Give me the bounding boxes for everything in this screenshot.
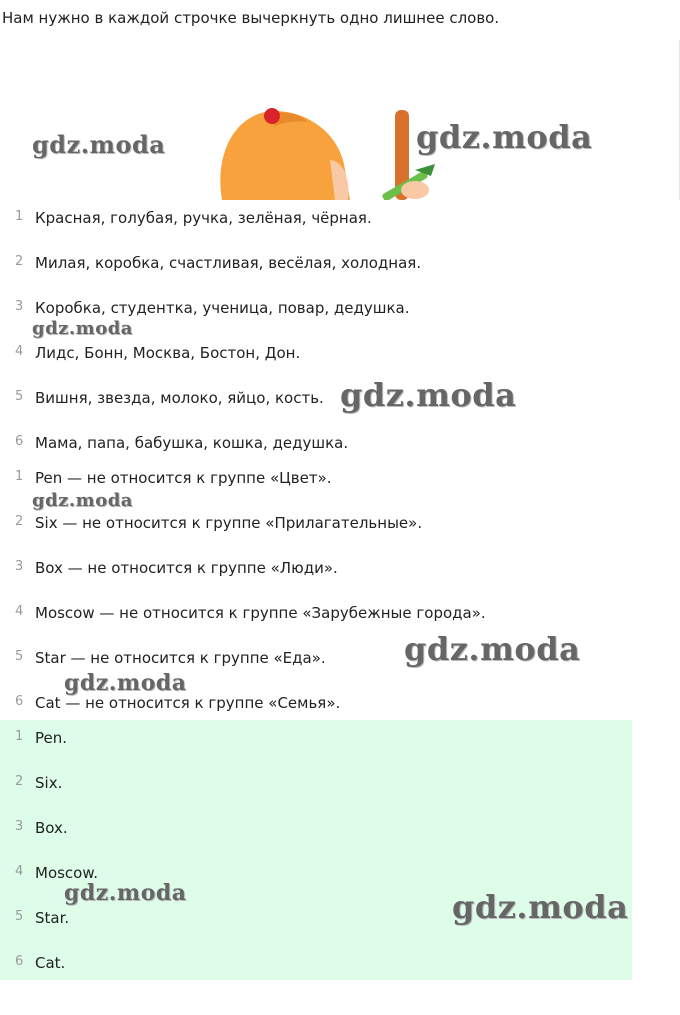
item-number: 2: [15, 514, 24, 529]
item-number: 3: [15, 819, 24, 834]
item-number: 1: [15, 209, 24, 224]
item-number: 6: [15, 434, 24, 449]
answer-item: [0, 952, 630, 974]
item-text: Cat — не относится к группе «Семья».: [35, 694, 341, 712]
item-text: Star.: [35, 909, 70, 927]
list-item: [0, 557, 630, 579]
answer-block: [0, 720, 632, 980]
item-number: 5: [15, 389, 24, 404]
item-text: Box — не относится к группе «Люди».: [35, 559, 338, 577]
list-item: [0, 387, 630, 409]
item-text: Лидс, Бонн, Москва, Бостон, Дон.: [35, 344, 301, 362]
watermark: gdz.moda: [64, 670, 187, 696]
list-item: [0, 467, 630, 489]
item-number: 5: [15, 649, 24, 664]
item-number: 3: [15, 559, 24, 574]
item-text: Pen.: [35, 729, 68, 747]
item-number: 6: [15, 694, 24, 709]
list-item: [0, 252, 630, 274]
item-number: 6: [15, 954, 24, 969]
item-text: Star — не относится к группе «Еда».: [35, 649, 326, 667]
watermark: gdz.moda: [452, 888, 629, 926]
item-number: 5: [15, 909, 24, 924]
item-text: Cat.: [35, 954, 66, 972]
item-text: Six.: [35, 774, 63, 792]
watermark: gdz.moda: [32, 490, 133, 511]
item-text: Мама, папа, бабушка, кошка, дедушка.: [35, 434, 349, 452]
watermark: gdz.moda: [64, 880, 187, 906]
list-item: [0, 207, 630, 229]
item-number: 4: [15, 864, 24, 879]
watermark: gdz.moda: [416, 118, 593, 156]
item-text: Moscow — не относится к группе «Зарубежные города».: [35, 604, 486, 622]
watermark: gdz.moda: [32, 130, 166, 159]
list-item: [0, 512, 630, 534]
item-text: Вишня, звезда, молоко, яйцо, кость.: [35, 389, 324, 407]
item-number: 1: [15, 729, 24, 744]
item-number: 2: [15, 774, 24, 789]
item-text: Милая, коробка, счастливая, весёлая, холодная.: [35, 254, 422, 272]
list-item: [0, 342, 630, 364]
answer-item: [0, 772, 630, 794]
item-text: Moscow.: [35, 864, 99, 882]
girl-hair-icon: [220, 108, 350, 200]
item-number: 3: [15, 299, 24, 314]
item-number: 4: [15, 604, 24, 619]
answer-item: [0, 817, 630, 839]
item-text: Box.: [35, 819, 68, 837]
watermark: gdz.moda: [340, 376, 517, 414]
item-number: 4: [15, 344, 24, 359]
item-text: Pen — не относится к группе «Цвет».: [35, 469, 332, 487]
list-item: [0, 297, 630, 319]
item-number: 2: [15, 254, 24, 269]
item-text: Красная, голубая, ручка, зелёная, чёрная.: [35, 209, 372, 227]
list-item: [0, 602, 630, 624]
watermark: gdz.moda: [404, 630, 581, 668]
list-item: [0, 432, 630, 454]
item-number: 1: [15, 469, 24, 484]
watermark: gdz.moda: [32, 318, 133, 339]
task-instruction: Нам нужно в каждой строчке вычеркнуть одно лишнее слово.: [2, 9, 500, 27]
item-text: Коробка, студентка, ученица, повар, дедушка.: [35, 299, 410, 317]
item-text: Six — не относится к группе «Прилагательные».: [35, 514, 423, 532]
answer-item: [0, 727, 630, 749]
